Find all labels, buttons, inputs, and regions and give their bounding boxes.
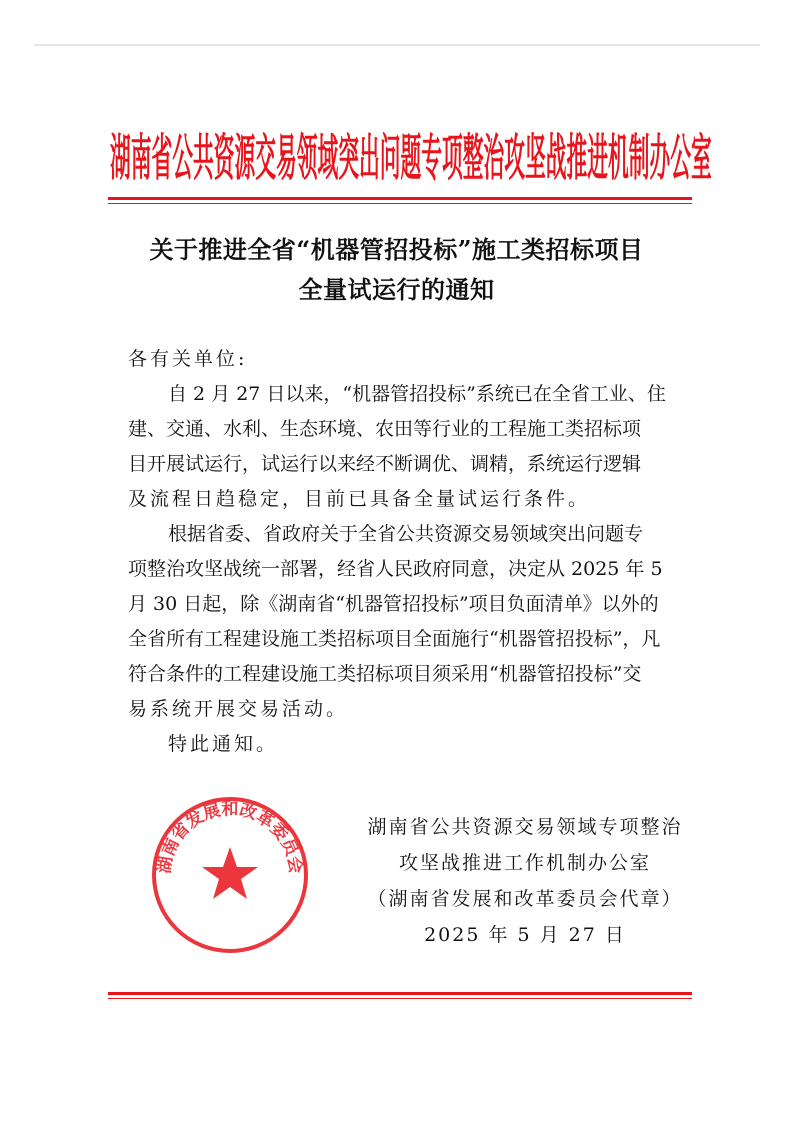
footer-rule-thick (108, 992, 692, 995)
body-line: 易系统开展交易活动。 (128, 698, 349, 720)
body-line: 符合条件的工程建设施工类招标项目须采用“机器管招投标”交 (128, 663, 642, 685)
official-seal (150, 795, 310, 955)
document-body (128, 344, 666, 764)
signature-block (355, 810, 695, 954)
header-rule-thick (108, 197, 692, 200)
body-line: 全省所有工程建设施工类招标项目全面施行“机器管招投标”，凡 (128, 628, 661, 650)
page-edge (34, 44, 760, 46)
signature-org-line2: 攻坚战推进工作机制办公室 (398, 852, 651, 874)
document-title-line2: 全量试运行的通知 (298, 275, 495, 304)
body-line: 及流程日趋稳定，目前已具备全量试运行条件。 (128, 488, 591, 510)
header-rule-thin (108, 203, 692, 204)
seal-star-icon (202, 847, 258, 899)
signature-date: 2025 年 5 月 27 日 (424, 924, 626, 946)
footer-rule-thin (108, 998, 692, 999)
signature-org-line1: 湖南省公共资源交易领域专项整治 (367, 816, 683, 838)
body-line: 根据省委、省政府关于全省公共资源交易领域突出问题专 (168, 523, 644, 545)
signature-proxy-seal-note: （湖南省发展和改革委员会代章） (367, 888, 683, 910)
body-line: 建、交通、水利、生态环境、农田等行业的工程施工类招标项 (128, 418, 642, 440)
body-line: 自 2 月 27 日以来，“机器管招投标”系统已在全省工业、住 (168, 383, 666, 405)
org-name: 湖南省公共资源交易领域突出问题专项整治攻坚战推进机制办公室 (110, 129, 712, 187)
body-line: 目开展试运行，试运行以来经不断调优、调精，系统运行逻辑 (128, 453, 642, 475)
red-header (110, 128, 712, 188)
body-line: 项整治攻坚战统一部署，经省人民政府同意，决定从 2025 年 5 (128, 558, 663, 580)
document-title-line1: 关于推进全省“机器管招投标”施工类招标项目 (149, 235, 644, 264)
salutation: 各有关单位: (128, 348, 248, 370)
body-line: 月 30 日起，除《湖南省“机器管招投标”项目负面清单》以外的 (128, 593, 659, 615)
closing-line: 特此通知。 (168, 733, 279, 755)
seal-text: 湖南省发展和改革委员会 (154, 799, 306, 875)
